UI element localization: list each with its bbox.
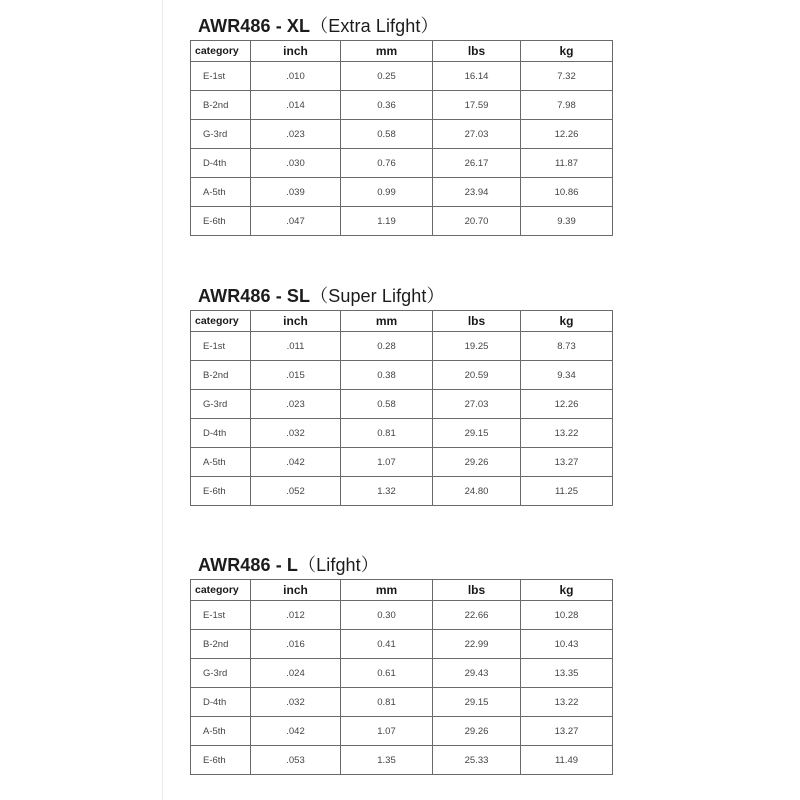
table-row (191, 91, 613, 120)
table-row (191, 207, 613, 236)
table-cell: .052 (251, 477, 341, 506)
table-row (191, 630, 613, 659)
table-cell: 10.43 (521, 630, 613, 659)
table-cell: 0.99 (341, 178, 433, 207)
table-row (191, 688, 613, 717)
string-category-cell: G-3rd (191, 390, 251, 419)
gauge-table (190, 40, 613, 236)
table-cell: 11.87 (521, 149, 613, 178)
column-header: category (191, 311, 251, 332)
table-cell: .042 (251, 717, 341, 746)
table-cell: .032 (251, 419, 341, 448)
table-cell: 12.26 (521, 120, 613, 149)
string-category-cell: A-5th (191, 178, 251, 207)
table-cell: 0.41 (341, 630, 433, 659)
column-header: mm (341, 311, 433, 332)
table-row (191, 149, 613, 178)
table-cell: 13.27 (521, 448, 613, 477)
table-cell: .023 (251, 120, 341, 149)
column-header: kg (521, 311, 613, 332)
table-cell: 29.43 (433, 659, 521, 688)
table-cell: .012 (251, 601, 341, 630)
string-category-cell: B-2nd (191, 630, 251, 659)
string-category-cell: E-1st (191, 601, 251, 630)
table-cell: 19.25 (433, 332, 521, 361)
column-header: category (191, 41, 251, 62)
table-cell: 1.07 (341, 448, 433, 477)
table-row (191, 332, 613, 361)
column-header: inch (251, 41, 341, 62)
column-header: category (191, 580, 251, 601)
table-cell: 1.07 (341, 717, 433, 746)
table-header-row (191, 41, 613, 62)
table-cell: 27.03 (433, 390, 521, 419)
string-category-cell: E-6th (191, 746, 251, 775)
table-cell: 7.32 (521, 62, 613, 91)
table-cell: 1.32 (341, 477, 433, 506)
table-cell: 29.15 (433, 688, 521, 717)
table-cell: 11.25 (521, 477, 613, 506)
table-cell: 10.28 (521, 601, 613, 630)
column-header: kg (521, 41, 613, 62)
table-cell: .015 (251, 361, 341, 390)
table-row (191, 120, 613, 149)
table-cell: 29.26 (433, 717, 521, 746)
table-cell: 23.94 (433, 178, 521, 207)
table-cell: 0.76 (341, 149, 433, 178)
string-category-cell: D-4th (191, 688, 251, 717)
table-title-weight: （Extra Lifght） (310, 16, 439, 36)
table-cell: 12.26 (521, 390, 613, 419)
table-row (191, 390, 613, 419)
string-category-cell: E-1st (191, 332, 251, 361)
table-header-row (191, 311, 613, 332)
string-category-cell: E-6th (191, 207, 251, 236)
table-title-weight: （Super Lifght） (310, 286, 445, 306)
table-cell: 0.28 (341, 332, 433, 361)
table-cell: 13.35 (521, 659, 613, 688)
column-header: lbs (433, 311, 521, 332)
column-header: lbs (433, 580, 521, 601)
table-cell: .030 (251, 149, 341, 178)
table-cell: 25.33 (433, 746, 521, 775)
table-cell: 13.27 (521, 717, 613, 746)
string-category-cell: B-2nd (191, 91, 251, 120)
table-cell: 0.61 (341, 659, 433, 688)
table-cell: 9.34 (521, 361, 613, 390)
column-header: inch (251, 580, 341, 601)
table-row (191, 361, 613, 390)
table-cell: 0.36 (341, 91, 433, 120)
string-category-cell: E-6th (191, 477, 251, 506)
table-row (191, 62, 613, 91)
table-cell: .014 (251, 91, 341, 120)
table-cell: 11.49 (521, 746, 613, 775)
table-title (198, 282, 445, 308)
table-cell: 16.14 (433, 62, 521, 91)
table-row (191, 477, 613, 506)
table-cell: .047 (251, 207, 341, 236)
table-cell: 0.81 (341, 419, 433, 448)
table-cell: 0.58 (341, 390, 433, 419)
table-cell: 24.80 (433, 477, 521, 506)
string-category-cell: A-5th (191, 448, 251, 477)
table-title-weight: （Lifght） (298, 555, 379, 575)
table-title (198, 12, 439, 38)
table-cell: .011 (251, 332, 341, 361)
table-cell: .039 (251, 178, 341, 207)
string-category-cell: G-3rd (191, 659, 251, 688)
table-row (191, 746, 613, 775)
table-row (191, 601, 613, 630)
gauge-table (190, 310, 613, 506)
table-row (191, 178, 613, 207)
table-row (191, 659, 613, 688)
table-cell: 29.26 (433, 448, 521, 477)
table-cell: 13.22 (521, 419, 613, 448)
table-header-row (191, 580, 613, 601)
gauge-table (190, 579, 613, 775)
table-cell: 22.99 (433, 630, 521, 659)
table-cell: 0.38 (341, 361, 433, 390)
table-title-model: AWR486 - XL (198, 16, 311, 36)
table-cell: 10.86 (521, 178, 613, 207)
column-header: lbs (433, 41, 521, 62)
string-category-cell: D-4th (191, 149, 251, 178)
table-row (191, 419, 613, 448)
table-cell: .042 (251, 448, 341, 477)
table-cell: .024 (251, 659, 341, 688)
table-cell: .032 (251, 688, 341, 717)
table-cell: 29.15 (433, 419, 521, 448)
string-category-cell: B-2nd (191, 361, 251, 390)
column-header: mm (341, 580, 433, 601)
table-cell: 0.30 (341, 601, 433, 630)
column-header: mm (341, 41, 433, 62)
table-cell: 20.70 (433, 207, 521, 236)
column-header: kg (521, 580, 613, 601)
table-cell: 0.58 (341, 120, 433, 149)
table-cell: 26.17 (433, 149, 521, 178)
table-row (191, 448, 613, 477)
string-category-cell: E-1st (191, 62, 251, 91)
table-cell: 0.25 (341, 62, 433, 91)
table-row (191, 717, 613, 746)
table-cell: 8.73 (521, 332, 613, 361)
table-title (198, 551, 379, 577)
table-cell: 0.81 (341, 688, 433, 717)
table-cell: .023 (251, 390, 341, 419)
table-cell: 9.39 (521, 207, 613, 236)
table-title-model: AWR486 - L (198, 555, 299, 575)
table-cell: 7.98 (521, 91, 613, 120)
table-cell: 13.22 (521, 688, 613, 717)
table-cell: .016 (251, 630, 341, 659)
string-category-cell: G-3rd (191, 120, 251, 149)
table-cell: 22.66 (433, 601, 521, 630)
table-cell: 1.35 (341, 746, 433, 775)
string-category-cell: A-5th (191, 717, 251, 746)
column-header: inch (251, 311, 341, 332)
table-cell: 17.59 (433, 91, 521, 120)
table-title-model: AWR486 - SL (198, 286, 311, 306)
string-category-cell: D-4th (191, 419, 251, 448)
table-cell: 27.03 (433, 120, 521, 149)
table-cell: .053 (251, 746, 341, 775)
table-cell: .010 (251, 62, 341, 91)
table-cell: 20.59 (433, 361, 521, 390)
table-cell: 1.19 (341, 207, 433, 236)
divider-line (162, 0, 163, 800)
